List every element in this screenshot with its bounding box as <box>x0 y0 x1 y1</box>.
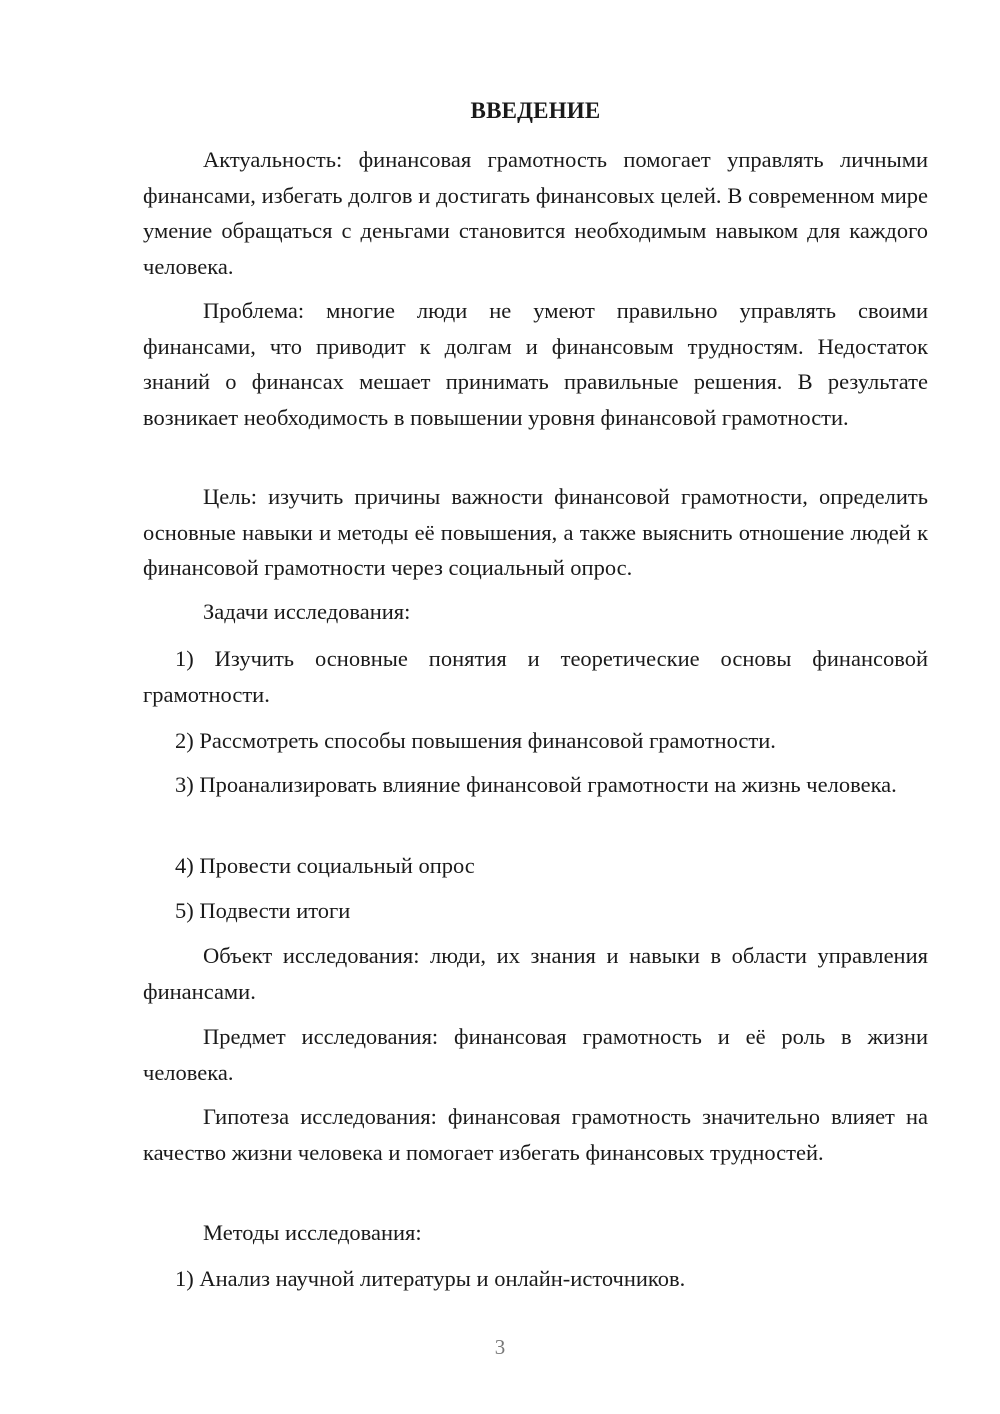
paragraph-hypothesis: Гипотеза исследования: финансовая грамотность значительно влияет на качество жизни человека и помогает избегать финансовых трудностей. <box>143 1104 928 1165</box>
paragraph-relevance: Актуальность: финансовая грамотность помогает управлять личными финансами, избегать долгов и достигать финансовых целей. В современном мире умение обращаться с деньгами становится необходимым навыком для каждого человека. <box>143 147 928 279</box>
task-item-3: 3) Проанализировать влияние финансовой грамотности на жизнь человека. <box>175 772 897 797</box>
task-item-4: 4) Провести социальный опрос <box>175 853 475 878</box>
paragraph-problem: Проблема: многие люди не умеют правильно управлять своими финансами, что приводит к долгам и финансовым трудностям. Недостаток знаний о финансах мешает принимать правильные решения. В результате возникает необходимость в повышении уровня финансовой грамотности. <box>143 298 928 430</box>
paragraph-subject: Предмет исследования: финансовая грамотность и её роль в жизни человека. <box>143 1024 928 1085</box>
paragraph-methods-heading: Методы исследования: <box>203 1220 422 1245</box>
paragraph-tasks-heading: Задачи исследования: <box>203 599 411 624</box>
task-item-2: 2) Рассмотреть способы повышения финансовой грамотности. <box>175 728 776 753</box>
method-item-1: 1) Анализ научной литературы и онлайн-источников. <box>175 1266 686 1291</box>
task-item-5: 5) Подвести итоги <box>175 898 351 923</box>
page-number: 3 <box>494 1335 506 1359</box>
task-item-1: 1) Изучить основные понятия и теоретические основы финансовой грамотности. <box>143 646 928 707</box>
section-title: ВВЕДЕНИЕ <box>470 98 601 123</box>
paragraph-goal: Цель: изучить причины важности финансовой грамотности, определить основные навыки и методы её повышения, а также выяснить отношение людей к финансовой грамотности через социальный опрос. <box>143 484 928 580</box>
paragraph-object: Объект исследования: люди, их знания и навыки в области управления финансами. <box>143 943 928 1004</box>
